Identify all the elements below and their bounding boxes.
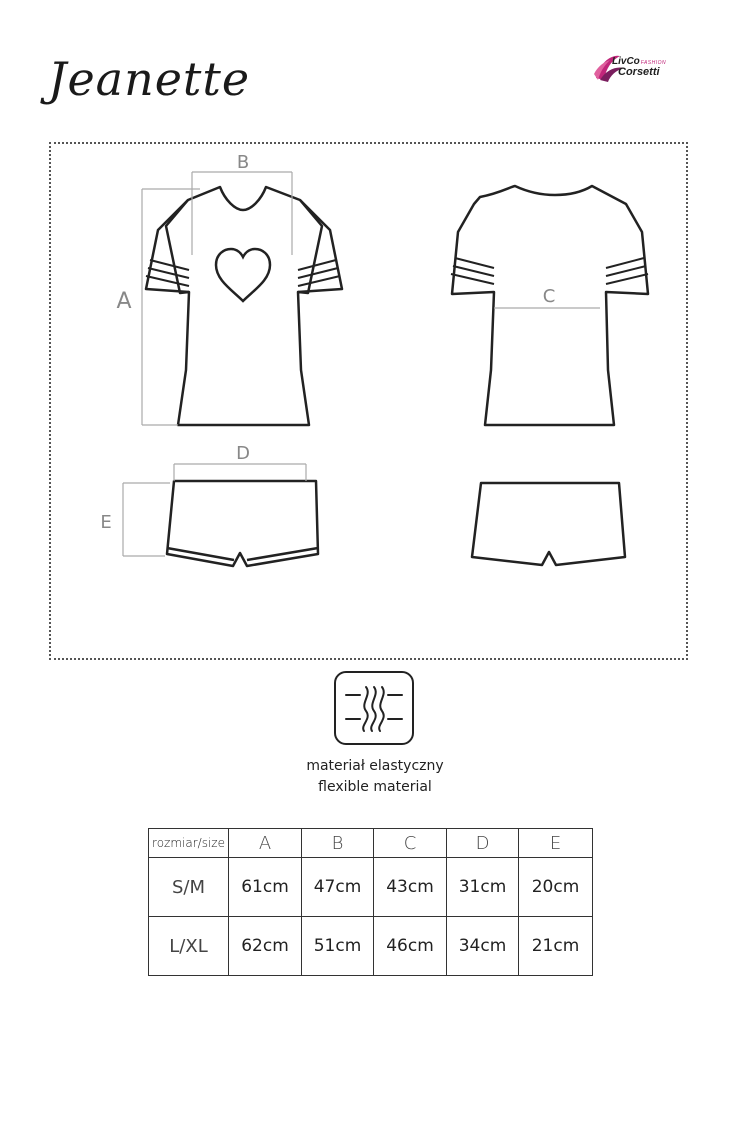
elastic-material-icon: [334, 671, 414, 745]
table-cell: 47cm: [302, 858, 374, 917]
column-header-e: E: [519, 829, 593, 858]
material-label-pl: materiał elastyczny: [306, 758, 444, 774]
size-table: [148, 828, 593, 976]
label-a: A: [116, 289, 132, 314]
column-header-c: C: [374, 829, 447, 858]
table-cell: 46cm: [374, 917, 447, 976]
table-cell: 31cm: [447, 858, 519, 917]
table-row: [149, 917, 593, 976]
size-header-label: rozmiar/size: [149, 829, 229, 858]
diagram-frame: [49, 142, 688, 660]
label-d: D: [236, 443, 250, 464]
column-header-d: D: [447, 829, 519, 858]
brand-name-corsetti: Corsetti: [618, 66, 660, 78]
size-table-header: [149, 829, 593, 858]
table-cell: 51cm: [302, 917, 374, 976]
table-cell: 43cm: [374, 858, 447, 917]
label-b: B: [236, 152, 250, 173]
table-cell: 34cm: [447, 917, 519, 976]
product-title: Jeanette: [48, 52, 251, 106]
table-row: [149, 858, 593, 917]
brand-name-livco: LivCoFASHION: [612, 56, 667, 67]
table-cell: 61cm: [229, 858, 302, 917]
label-e: E: [100, 512, 112, 533]
label-c: C: [542, 286, 556, 307]
table-cell: 21cm: [519, 917, 593, 976]
table-cell: 62cm: [229, 917, 302, 976]
column-header-a: A: [229, 829, 302, 858]
size-label: L/XL: [149, 917, 229, 976]
material-label-en: flexible material: [318, 779, 432, 795]
size-label: S/M: [149, 858, 229, 917]
table-cell: 20cm: [519, 858, 593, 917]
column-header-b: B: [302, 829, 374, 858]
